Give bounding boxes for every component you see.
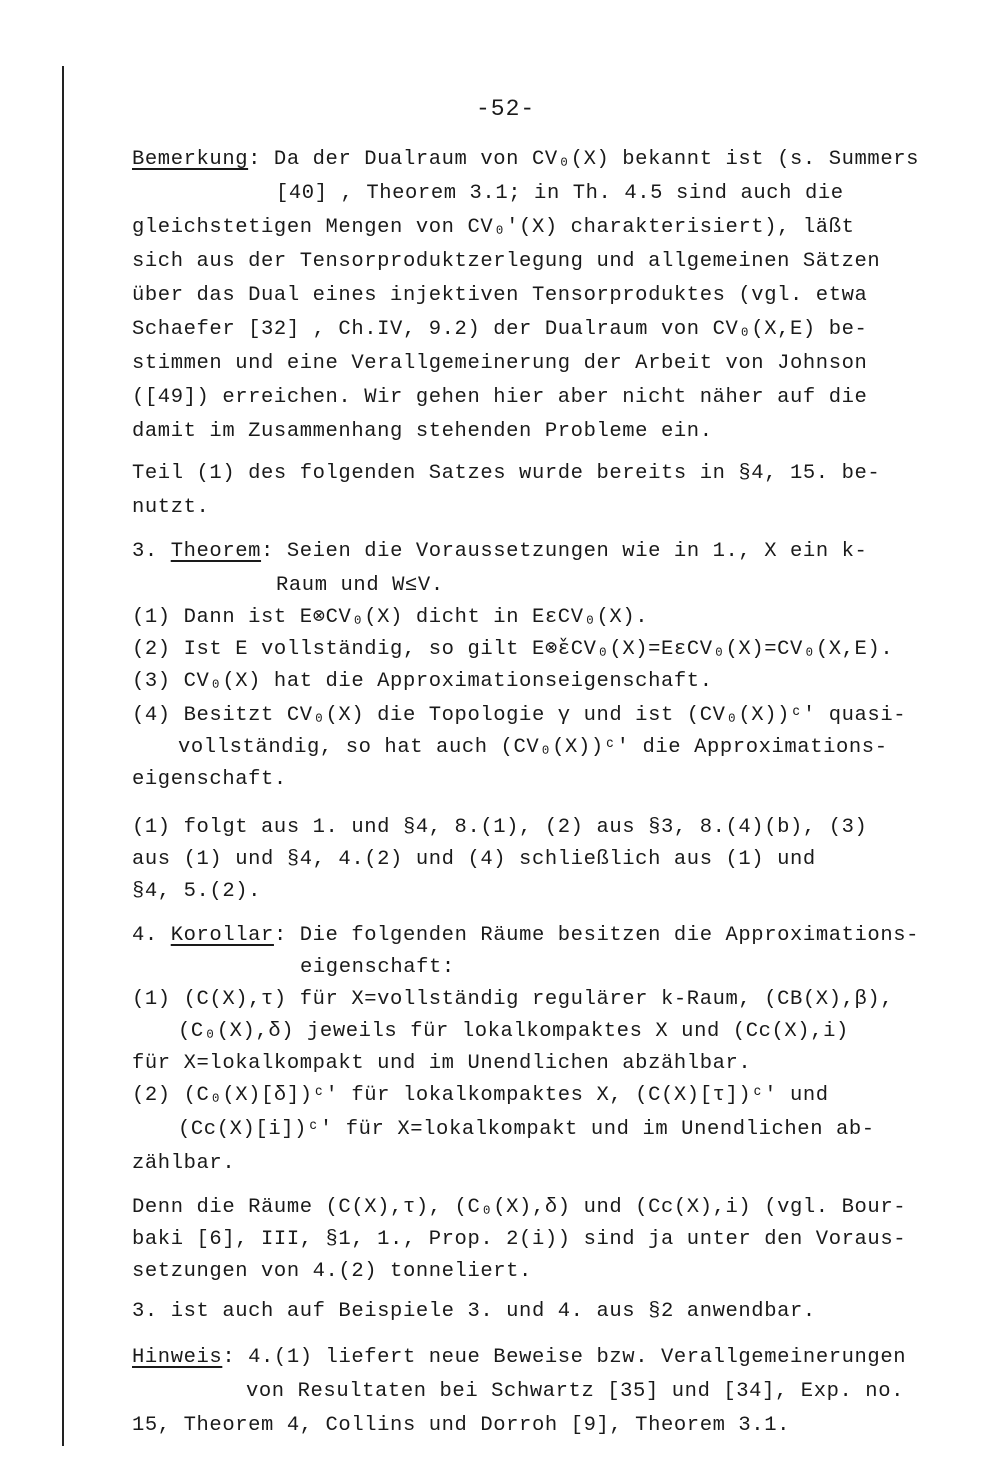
text-line: Hinweis: 4.(1) liefert neue Beweise bzw. Verallgemeinerungen <box>132 1346 907 1369</box>
page-number: -52- <box>476 96 536 122</box>
text-line: (2) Ist E vollständig, so gilt E⊗̌εCV₀(X)=EεCV₀(X)=CV₀(X,E). <box>132 638 894 661</box>
text-line: von Resultaten bei Schwartz [35] und [34], Exp. no. <box>246 1380 905 1403</box>
text-line: für X=lokalkompakt und im Unendlichen abzählbar. <box>132 1052 752 1075</box>
text-line: Raum und W≤V. <box>276 574 444 597</box>
text-line: (1) folgt aus 1. und §4, 8.(1), (2) aus §3, 8.(4)(b), (3) <box>132 816 868 839</box>
text-line: aus (1) und §4, 4.(2) und (4) schließlich aus (1) und <box>132 848 816 871</box>
note-heading: Hinweis <box>132 1346 223 1369</box>
text-line: Bemerkung: Da der Dualraum von CV₀(X) bekannt ist (s. Summers <box>132 148 920 171</box>
text-line: eigenschaft. <box>132 768 287 791</box>
text-line: 15, Theorem 4, Collins und Dorroh [9], Theorem 3.1. <box>132 1414 791 1437</box>
text-line: §4, 5.(2). <box>132 880 262 903</box>
text-line: 3. Theorem: Seien die Voraussetzungen wie in 1., X ein k- <box>132 540 868 563</box>
text-line: (4) Besitzt CV₀(X) die Topologie γ und ist (CV₀(X))ᶜ' quasi- <box>132 704 907 727</box>
text-line: Teil (1) des folgenden Satzes wurde bereits in §4, 15. be- <box>132 462 881 485</box>
text-line: zählbar. <box>132 1152 236 1175</box>
remark-heading: Bemerkung <box>132 148 249 171</box>
text-line: (2) (C₀(X)[δ])ᶜ' für lokalkompaktes X, (C(X)[τ])ᶜ' und <box>132 1084 829 1107</box>
text-line: vollständig, so hat auch (CV₀(X))ᶜ' die Approximations- <box>178 736 888 759</box>
text-line: Schaefer [32] , Ch.IV, 9.2) der Dualraum von CV₀(X,E) be- <box>132 318 868 341</box>
text-line: (1) (C(X),τ) für X=vollständig regulärer k-Raum, (CB(X),β), <box>132 988 894 1011</box>
text-line: setzungen von 4.(2) tonneliert. <box>132 1260 532 1283</box>
text-line: 3. ist auch auf Beispiele 3. und 4. aus §2 anwendbar. <box>132 1300 816 1323</box>
text-line: 4. Korollar: Die folgenden Räume besitzen die Approximations- <box>132 924 920 947</box>
text-line: baki [6], III, §1, 1., Prop. 2(i)) sind ja unter den Voraus- <box>132 1228 907 1251</box>
text-line: [40] , Theorem 3.1; in Th. 4.5 sind auch die <box>276 182 844 205</box>
text-line: (Cc(X)[i])ᶜ' für X=lokalkompakt und im Unendlichen ab- <box>178 1118 875 1141</box>
text-line: Denn die Räume (C(X),τ), (C₀(X),δ) und (Cc(X),i) (vgl. Bour- <box>132 1196 907 1219</box>
margin-rule <box>62 66 64 1446</box>
text-line: stimmen und eine Verallgemeinerung der Arbeit von Johnson <box>132 352 868 375</box>
text-line: eigenschaft: <box>300 956 455 979</box>
text-line: nutzt. <box>132 496 210 519</box>
text-line: ([49]) erreichen. Wir gehen hier aber nicht näher auf die <box>132 386 868 409</box>
text-line: (1) Dann ist E⊗CV₀(X) dicht in EεCV₀(X). <box>132 606 649 629</box>
text-line: (3) CV₀(X) hat die Approximationseigenschaft. <box>132 670 713 693</box>
theorem-heading: Theorem <box>170 540 262 563</box>
text-line: damit im Zusammenhang stehenden Probleme ein. <box>132 420 713 443</box>
corollary-heading: Korollar <box>170 924 274 947</box>
text-line: (C₀(X),δ) jeweils für lokalkompaktes X und (Cc(X),i) <box>178 1020 849 1043</box>
text-line: sich aus der Tensorproduktzerlegung und allgemeinen Sätzen <box>132 250 881 273</box>
text-line: über das Dual eines injektiven Tensorproduktes (vgl. etwa <box>132 284 868 307</box>
text-line: gleichstetigen Mengen von CV₀'(X) charakterisiert), läßt <box>132 216 855 239</box>
